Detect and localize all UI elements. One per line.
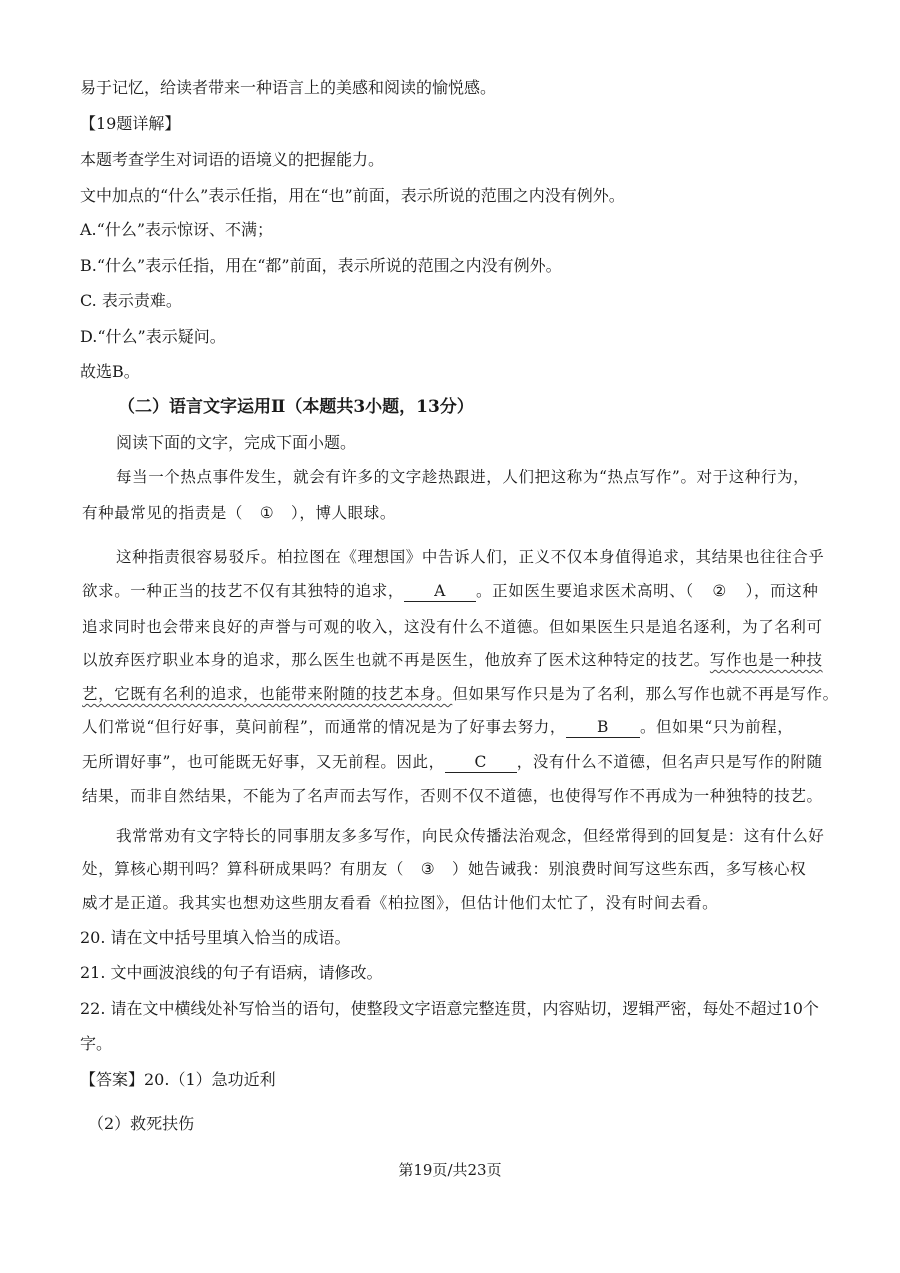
passage-text: 。但如果“只为前程，: [639, 718, 794, 736]
wavy-sentence: 写作也是一种技: [709, 651, 823, 669]
instruction: 阅读下面的文字，完成下面小题。: [116, 433, 357, 452]
page-footer: 第19页/共23页: [398, 1161, 502, 1179]
passage-line: [82, 752, 823, 773]
passage-line: 结果，而非自然结果，不能为了名声而去写作，否则不仅不道德，也使得写作不再成为一种独特的技艺。: [82, 787, 823, 805]
passage-text: ，没有什么不道德，但名声只是写作的附随: [516, 753, 823, 771]
passage-line: 威才是正道。我其实也想劝这些朋友看看《柏拉图》，但估计他们太忙了，没有时间去看。: [82, 894, 719, 912]
passage-line: 追求同时也会带来良好的声誉与可观的收入，这没有什么不道德。但如果医生只是追名逐利，为了名利可: [82, 618, 823, 636]
text-line: 文中加点的“什么”表示任指，用在“也”前面，表示所说的范围之内没有例外。: [80, 186, 625, 205]
passage-text: 人们常说“但行好事，莫问前程”，而通常的情况是为了好事去努力，: [82, 718, 566, 736]
question-21: 21. 文中画波浪线的句子有语病，请修改。: [80, 963, 383, 982]
fill-blank-c: C: [445, 752, 517, 773]
passage-line: 我常常劝有文字特长的同事朋友多多写作，向民众传播法治观念，但经常得到的回复是：这有什么好: [116, 827, 825, 845]
passage-text: ），博人眼球。: [291, 504, 396, 522]
section-title: （二）语言文字运用Ⅱ（本题共3小题，13分）: [118, 397, 474, 417]
fill-blank-b: B: [566, 717, 640, 738]
passage-line: [82, 717, 793, 738]
passage-text: 。正如医生要追求医术高明、（: [476, 582, 694, 600]
passage-line: 这种指责很容易驳斥。柏拉图在《理想国》中告诉人们，正义不仅本身值得追求，其结果也往往合乎: [116, 548, 825, 566]
question-22: 22. 请在文中横线处补写恰当的语句，使整段文字语意完整连贯，内容贴切，逻辑严密，每处不超过10个: [80, 999, 819, 1018]
option-d: D.“什么”表示疑问。: [80, 327, 226, 346]
fill-blank-a: A: [404, 581, 476, 602]
passage-text: 欲求。一种正当的技艺不仅有其独特的追求，: [82, 582, 405, 600]
text-line: 故选B。: [80, 362, 140, 381]
passage-text: ）她告诫我：别浪费时间写这些东西，多写核心权: [452, 860, 807, 878]
blank-marker-2: ②: [712, 582, 727, 600]
question-heading: 【19题详解】: [80, 114, 181, 133]
passage-text: 但如果写作只是为了名利，那么写作也就不再是写作。: [452, 685, 839, 703]
option-a: A.“什么”表示惊讶、不满；: [80, 220, 274, 239]
question-22-cont: 字。: [80, 1034, 113, 1053]
answer-line: （2）救死扶伤: [88, 1114, 195, 1133]
passage-line: [82, 581, 818, 602]
option-b: B.“什么”表示任指，用在“都”前面，表示所说的范围之内没有例外。: [80, 256, 562, 275]
passage-text: 以放弃医疗职业本身的追求，那么医生也就不再是医生，他放弃了医术这种特定的技艺。: [82, 651, 710, 669]
question-20: 20. 请在文中括号里填入恰当的成语。: [80, 928, 351, 947]
passage-line: [82, 650, 823, 670]
passage-line: [82, 503, 396, 523]
blank-marker-1: ①: [259, 504, 275, 522]
text-line: 本题考查学生对词语的语境义的把握能力。: [80, 150, 385, 169]
passage-text: 有种最常见的指责是（: [82, 504, 244, 522]
text-line: 易于记忆，给读者带来一种语言上的美感和阅读的愉悦感。: [80, 78, 497, 97]
passage-line: [82, 684, 839, 704]
passage-line: 每当一个热点事件发生，就会有许多的文字趁热跟进，人们把这称为“热点写作”。对于这种行为，: [116, 468, 810, 486]
wavy-sentence: 艺，它既有名利的追求，也能带来附随的技艺本身。: [82, 685, 453, 703]
option-c: C. 表示责难。: [80, 291, 182, 310]
passage-text: 无所谓好事”，也可能既无好事，又无前程。因此，: [82, 753, 445, 771]
passage-text: 处，算核心期刊吗？算科研成果吗？有朋友（: [82, 860, 405, 878]
passage-text: ），而这种: [745, 582, 819, 600]
answer-line: 【答案】20.（1）急功近利: [80, 1070, 276, 1089]
blank-marker-3: ③: [420, 860, 436, 878]
passage-line: [82, 859, 806, 879]
